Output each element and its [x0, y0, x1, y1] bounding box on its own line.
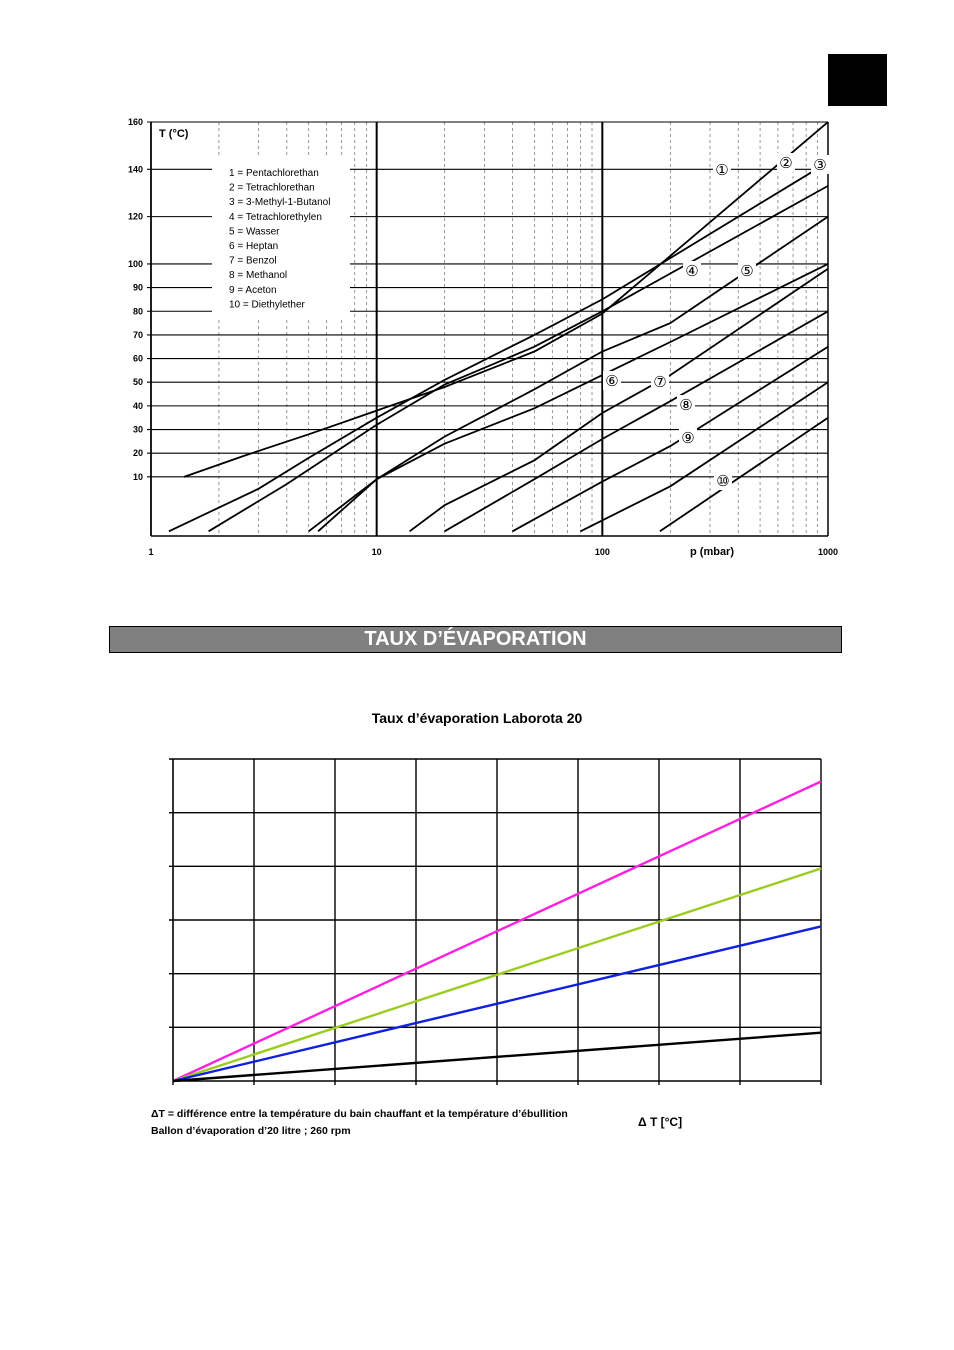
series-label-7: ⑦	[653, 373, 667, 391]
x-tick-label: 10	[371, 547, 382, 557]
y-tick-label: 10	[132, 471, 143, 482]
legend-entry: 4 = Tetrachlorethylen	[229, 211, 322, 223]
series-label-5: ⑤	[740, 262, 754, 280]
series-label-8: ⑧	[679, 396, 693, 414]
legend-entry: 1 = Pentachlorethan	[229, 168, 319, 179]
series-label-1: ①	[715, 161, 729, 179]
x-axis-label: p (mbar)	[690, 546, 734, 558]
legend-entry: 5 = Wasser	[229, 226, 280, 238]
y-tick-label: 30	[132, 424, 143, 435]
y-tick-label: 80	[132, 306, 143, 317]
legend-entry: 10 = Diethylether	[229, 299, 305, 311]
section-header-bar	[109, 626, 842, 653]
series-label-9: ⑨	[681, 429, 695, 447]
y-tick-label: 60	[132, 353, 143, 364]
section-title: TAUX D’ÉVAPORATION	[364, 628, 587, 650]
evaporation-series-line-4	[173, 1033, 821, 1081]
evaporation-series-line-3	[173, 926, 821, 1081]
evaporation-series-line-1	[173, 782, 821, 1082]
evaporation-series-line-2	[173, 869, 821, 1082]
evaporation-chart-title: Taux d’évaporation Laborota 20	[371, 710, 583, 726]
y-tick-label: 40	[132, 400, 143, 411]
evaporation-x-axis-label: Δ T [°C]	[638, 1115, 683, 1129]
legend-entry: 2 = Tetrachlorethan	[229, 182, 315, 194]
y-tick-label: 90	[132, 282, 143, 293]
x-tick-label: 1000	[817, 547, 839, 557]
y-tick-label: 70	[132, 329, 143, 340]
y-tick-label: 160	[127, 117, 143, 127]
legend-entry: 7 = Benzol	[229, 255, 277, 267]
legend-entry: 8 = Methanol	[229, 270, 288, 282]
vapor-pressure-chart	[0, 0, 954, 600]
y-axis-label: T (°C)	[159, 128, 189, 140]
x-tick-label: 100	[594, 547, 610, 557]
y-tick-label: 100	[127, 258, 143, 269]
legend-entry: 3 = 3-Methyl-1-Butanol	[229, 197, 331, 209]
y-tick-label: 140	[127, 164, 143, 175]
y-tick-label: 120	[127, 211, 143, 222]
y-tick-label: 20	[132, 448, 143, 459]
legend-entry: 6 = Heptan	[229, 241, 279, 252]
series-line-5	[318, 264, 828, 531]
series-label-3: ③	[813, 156, 827, 174]
footnote-delta-definition: ΔT = différence entre la température du bain chauffant et la température d’ébullition	[151, 1108, 568, 1120]
series-label-4: ④	[685, 262, 699, 280]
x-tick-label: 1	[148, 547, 154, 557]
legend-entry: 9 = Aceton	[229, 284, 277, 296]
series-label-2: ②	[779, 154, 793, 172]
series-label-6: ⑥	[605, 372, 619, 390]
series-line-6	[410, 269, 828, 532]
y-tick-label: 50	[132, 377, 143, 388]
footnote-flask-info: Ballon d’évaporation d’20 litre ; 260 rpm	[151, 1125, 351, 1137]
series-label-10: ⑩	[716, 472, 730, 490]
